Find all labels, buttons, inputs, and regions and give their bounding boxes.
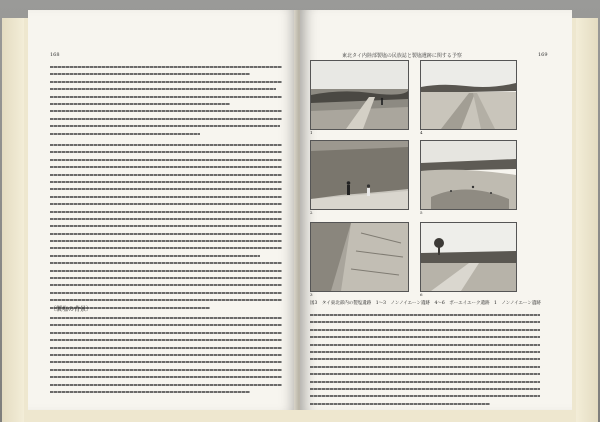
plate-5-photo (420, 140, 517, 210)
plate-number-5: 5 (420, 210, 423, 215)
right-folio: 169 (538, 52, 548, 58)
plate-number-1: 1 (310, 130, 313, 135)
plate-number-6: 6 (420, 292, 423, 297)
left-section-heading: 〔製塩の背景〕 (50, 306, 93, 313)
plate-number-4: 4 (420, 130, 423, 135)
figure-caption: 図3 タイ東北部内の製塩遺跡 1～3 ノンノイエーン遺跡 4～6 ボーエイエーク遺跡 1 ノンノイエーン遺跡 (310, 301, 541, 306)
plate-3-photo (310, 222, 409, 292)
plate-number-3: 3 (310, 292, 313, 297)
plate-4-photo (420, 60, 517, 130)
right-running-head: 東北タイ内陸部製塩の民族誌と製塩遺跡に関する予察 (342, 53, 462, 59)
plate-3-image (311, 223, 408, 291)
right-text-block (310, 314, 540, 410)
plate-6-image (421, 223, 516, 291)
plate-2-photo (310, 140, 409, 210)
left-text-block-1 (50, 66, 282, 140)
plate-2-image (311, 141, 408, 209)
plate-1-image (311, 61, 408, 129)
left-text-block-2 (50, 144, 282, 314)
plate-6-photo (420, 222, 517, 292)
plate-4-image (421, 61, 516, 129)
left-folio: 168 (50, 52, 60, 58)
plate-5-image (421, 141, 516, 209)
right-page (300, 10, 572, 410)
left-text-block-3 (50, 317, 282, 398)
cover-edge-left (2, 18, 24, 422)
cover-edge-right (576, 18, 598, 422)
plate-number-2: 2 (310, 210, 313, 215)
plate-1-photo (310, 60, 409, 130)
left-page (28, 10, 298, 410)
